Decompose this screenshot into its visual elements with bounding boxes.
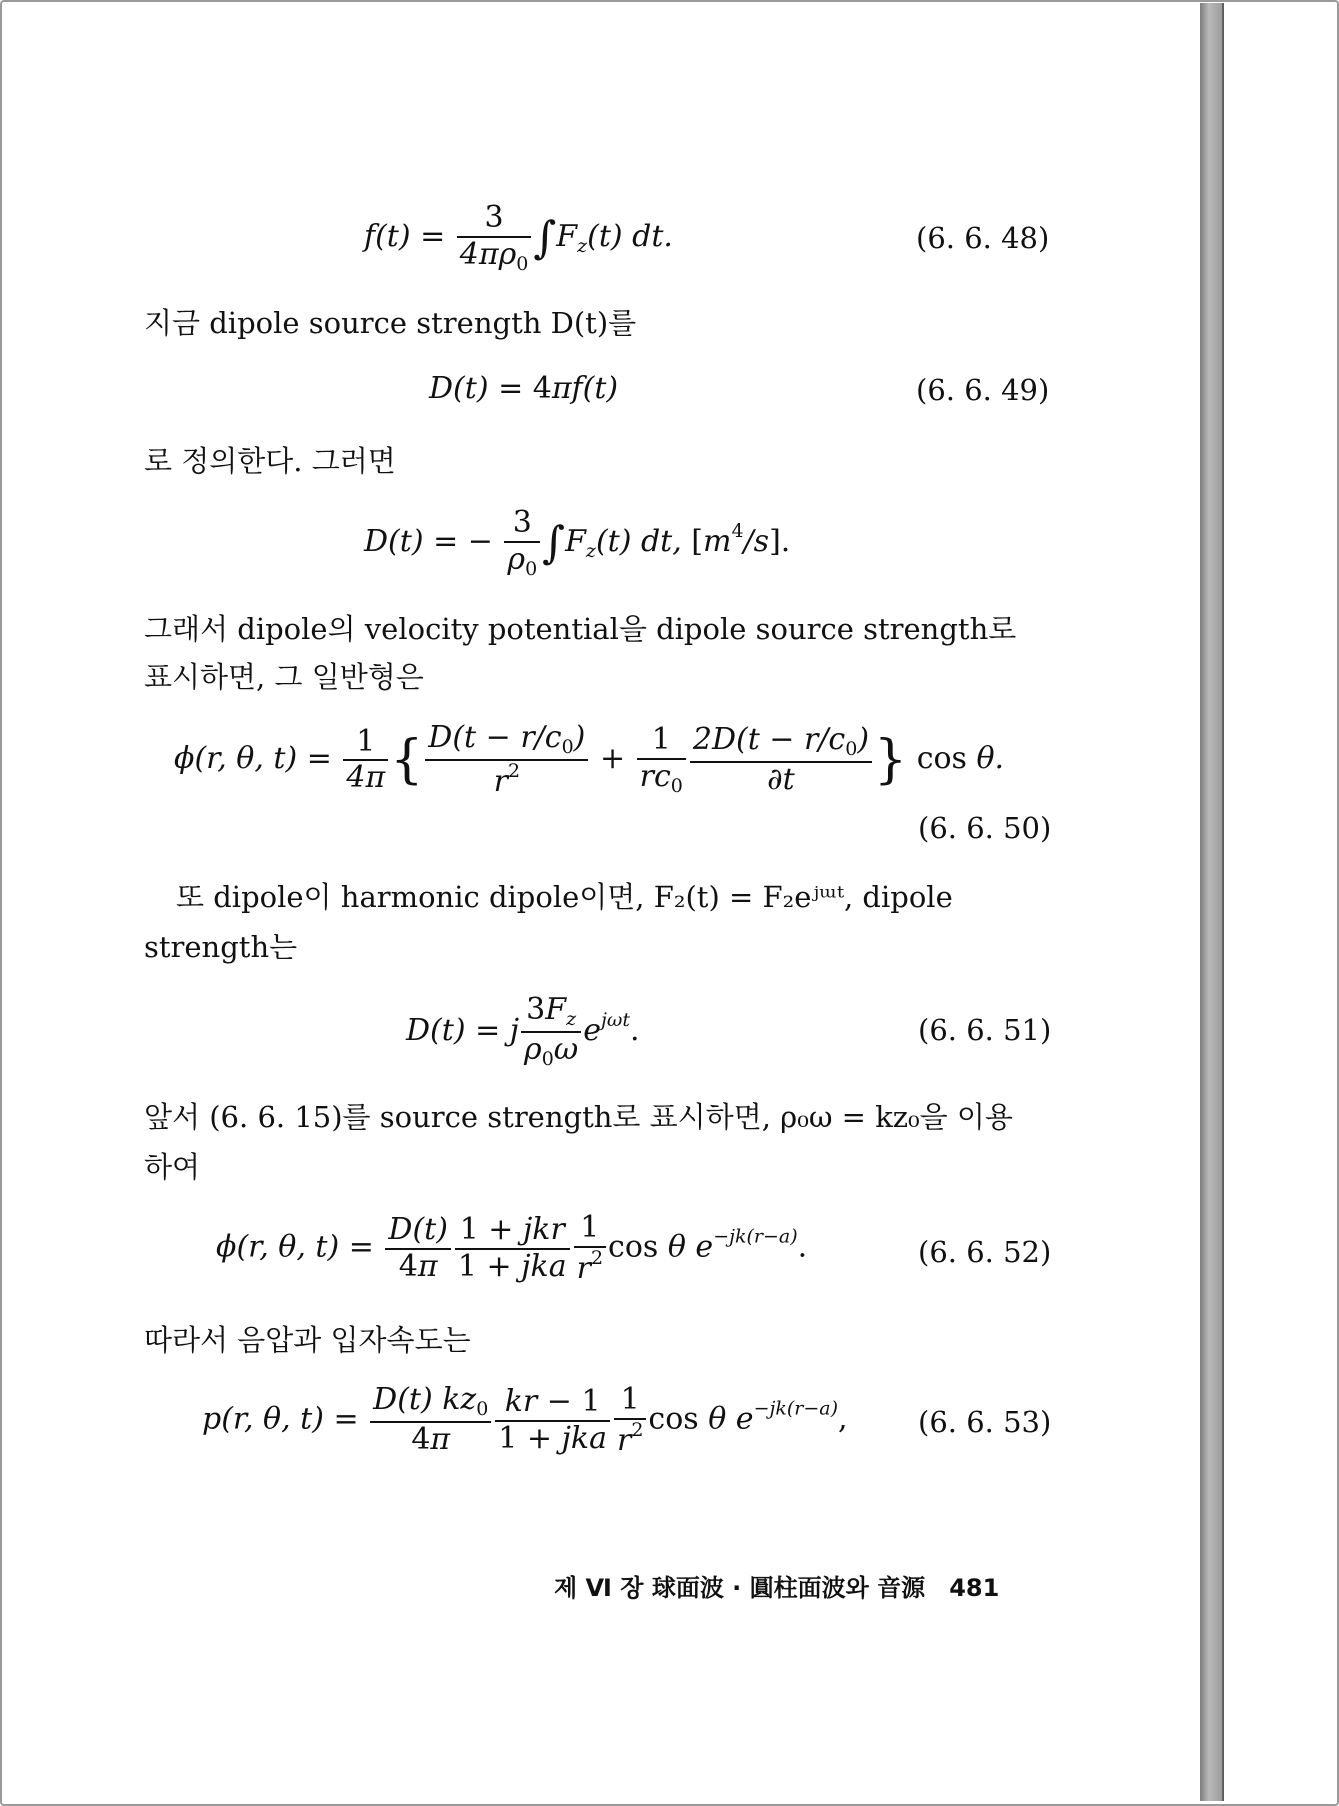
paragraph-line: 지금 dipole source strength D(t)를 <box>144 306 637 340</box>
equation-6-6-48: f(t) = $\frac{3}{4\pi\rho_0}$ $\int F_z(t)$ dt. <box>364 200 673 275</box>
book-spine <box>1200 3 1222 1801</box>
paragraph-line: strength는 <box>144 930 298 964</box>
page-footer <box>554 1568 999 1603</box>
equation-number: (6. 6. 48) <box>916 221 1050 255</box>
equation-6-6-53: p(r, θ, t) = $\frac{D(t) kz_0}{4\pi}$ $\frac{kr - 1}{\text{1 + jka}}$ $\frac{1}{r^2}$ cos θ $e^{-jk(r-a)}$, <box>202 1382 848 1458</box>
equation-6-6-49: D(t) = 4πf(t) <box>429 371 619 406</box>
equation-number: (6. 6. 52) <box>918 1235 1052 1269</box>
equation-6-6-51: D(t) = j $\frac{3F_z}{\rho_0\omega}$ $e^{j\omega t}$. <box>406 992 640 1070</box>
equation-6-6-50: ϕ(r, θ, t) = $\frac{1}{4\pi}$ { $\frac{D(t - r/c_0)}{r^2}$ + $\frac{1}{rc_0}$ $\frac{2D(t - r/c_0)}{\partial t}$ } cos θ. <box>174 720 1005 799</box>
book-spine-edge <box>1222 3 1224 1801</box>
paragraph-line: 따라서 음압과 입자속도는 <box>144 1323 471 1357</box>
equation-number: (6. 6. 50) <box>918 811 1052 845</box>
equation-number: (6. 6. 49) <box>916 373 1050 407</box>
book-page <box>4 3 1202 1801</box>
paragraph-line: 하여 <box>144 1150 201 1184</box>
paragraph-line: 표시하면, 그 일반형은 <box>144 660 424 694</box>
equation-number: (6. 6. 53) <box>918 1405 1052 1439</box>
page-number: 481 <box>949 1574 1000 1602</box>
paragraph-line: 또 dipole이 harmonic dipole이면, F₂(t) = F₂eʲᵚᵗ, dipole <box>176 880 953 914</box>
equation-dipole-strength: D(t) = − $\frac{3}{\rho_0}$ $\int F_z(t)$ dt, $[m^4/s]$. <box>364 505 791 580</box>
equation-6-6-52: ϕ(r, θ, t) = $\frac{D(t)}{4\pi}$ $\frac{\text{1 + jkr}}{\text{1 + jka}}$ $\frac{1}{r^2}$ cos θ $e^{-jk(r-a)}$. <box>216 1210 808 1286</box>
paragraph-line: 로 정의한다. 그러면 <box>144 444 396 478</box>
equation-number: (6. 6. 51) <box>918 1013 1052 1047</box>
paragraph-line: 그래서 dipole의 velocity potential을 dipole source strength로 <box>144 612 1017 646</box>
chapter-title: 제 Ⅵ 장 球面波 · 圓柱面波와 音源 <box>554 1574 926 1602</box>
paragraph-line: 앞서 (6. 6. 15)를 source strength로 표시하면, ρ₀ω = kz₀을 이용 <box>144 1100 1013 1134</box>
